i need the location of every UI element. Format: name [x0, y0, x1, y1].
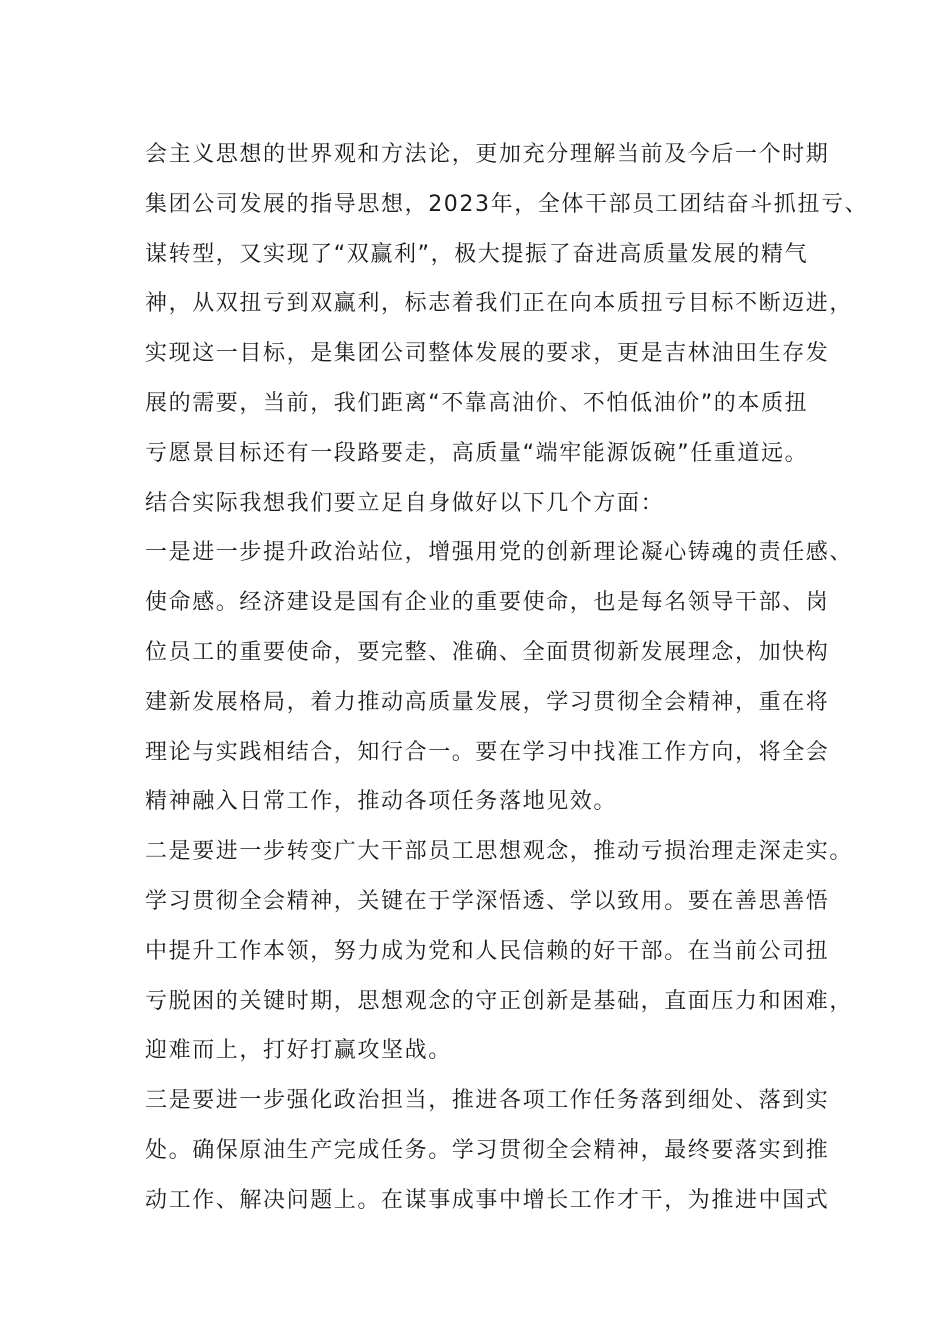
text-line: 位员工的重要使命，要完整、准确、全面贯彻新发展理念，加快构 [145, 639, 830, 665]
text-line: 实现这一目标，是集团公司整体发展的要求，更是吉林油田生存发 [145, 341, 830, 367]
text-line: 集团公司发展的指导思想，2023年，全体干部员工团结奋斗抓扭亏、 [145, 191, 869, 217]
text-line: 中提升工作本领，努力成为党和人民信赖的好干部。在当前公司扭 [145, 938, 830, 964]
text-line: 神，从双扭亏到双赢利，标志着我们正在向本质扭亏目标不断迈进， [145, 291, 854, 317]
text-line: 处。确保原油生产完成任务。学习贯彻全会精神，最终要落实到推 [145, 1137, 830, 1163]
text-line: 精神融入日常工作，推动各项任务落地见效。 [145, 789, 618, 815]
text-line: 建新发展格局，着力推动高质量发展，学习贯彻全会精神，重在将 [145, 689, 830, 715]
text-line: 亏脱困的关键时期，思想观念的守正创新是基础，直面压力和困难， [145, 988, 854, 1014]
text-line: 学习贯彻全会精神，关键在于学深悟透、学以致用。要在善思善悟 [145, 888, 830, 914]
text-line: 使命感。经济建设是国有企业的重要使命，也是每名领导干部、岗 [145, 590, 830, 616]
text-line: 动工作、解决问题上。在谋事成事中增长工作才干，为推进中国式 [145, 1187, 830, 1213]
text-line: 会主义思想的世界观和方法论，更加充分理解当前及今后一个时期 [145, 142, 830, 167]
text-line: 亏愿景目标还有一段路要走，高质量“端牢能源饭碗”任重道远。 [145, 440, 809, 466]
text-line: 理论与实践相结合，知行合一。要在学习中找准工作方向，将全会 [145, 739, 830, 765]
text-line: 二是要进一步转变广大干部员工思想观念，推动亏损治理走深走实。 [145, 839, 854, 865]
text-line: 三是要进一步强化政治担当，推进各项工作任务落到细处、落到实 [145, 1088, 830, 1114]
text-line: 展的需要，当前，我们距离“不靠高油价、不怕低油价”的本质扭 [145, 390, 809, 416]
text-line: 谋转型，又实现了“双赢利”，极大提振了奋进高质量发展的精气 [145, 241, 809, 267]
text-line: 迎难而上，打好打赢攻坚战。 [145, 1038, 452, 1064]
text-line: 结合实际我想我们要立足自身做好以下几个方面： [145, 490, 665, 516]
document-body [145, 130, 869, 1226]
text-line: 一是进一步提升政治站位，增强用党的创新理论凝心铸魂的责任感、 [145, 540, 854, 566]
